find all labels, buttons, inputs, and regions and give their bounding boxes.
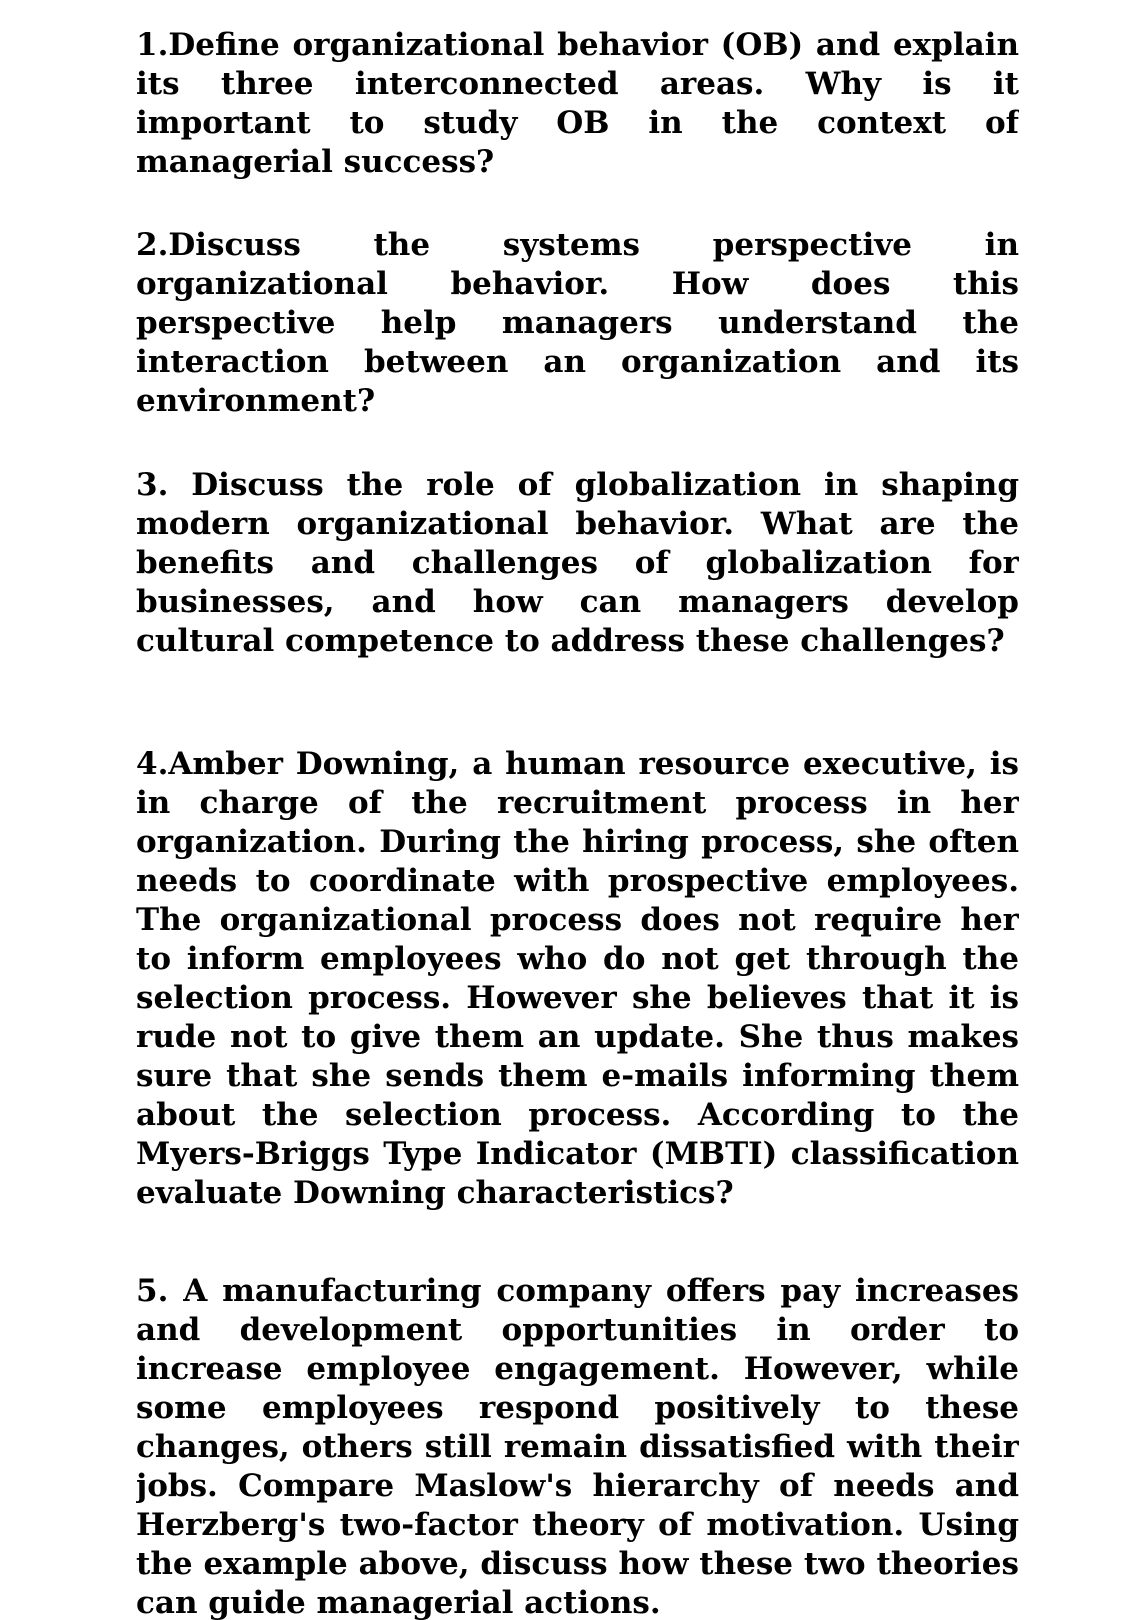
question-2: 2.Discuss the systems perspective in organizational behavior. How does this perspective help managers understand the interaction between an organization and its environment?	[136, 227, 1019, 419]
document-page	[136, 0, 1019, 1620]
question-4: 4.Amber Downing, a human resource executive, is in charge of the recruitment process in her organization. During the hiring process, she often needs to coordinate with prospective employees. The organizational process does not require her to inform employees who do not get through the selection process. However she believes that it is rude not to give them an update. She thus makes sure that she sends them e-mails informing them about the selection process. According to the Myers-Briggs Type Indicator (MBTI) classification evaluate Downing characteristics?	[136, 746, 1019, 1211]
question-1: 1.Define organizational behavior (OB) and explain its three interconnected areas. Why is it important to study OB in the context of managerial success?	[136, 27, 1019, 180]
question-5: 5. A manufacturing company offers pay increases and development opportunities in order to increase employee engagement. However, while some employees respond positively to these changes, others still remain dissatisfied with their jobs. Compare Maslow's hierarchy of needs and Herzberg's two-factor theory of motivation. Using the example above, discuss how these two theories can guide managerial actions.	[136, 1273, 1019, 1620]
question-3: 3. Discuss the role of globalization in shaping modern organizational behavior. What are the benefits and challenges of globalization for businesses, and how can managers develop cultural competence to address these challenges?	[136, 467, 1019, 659]
